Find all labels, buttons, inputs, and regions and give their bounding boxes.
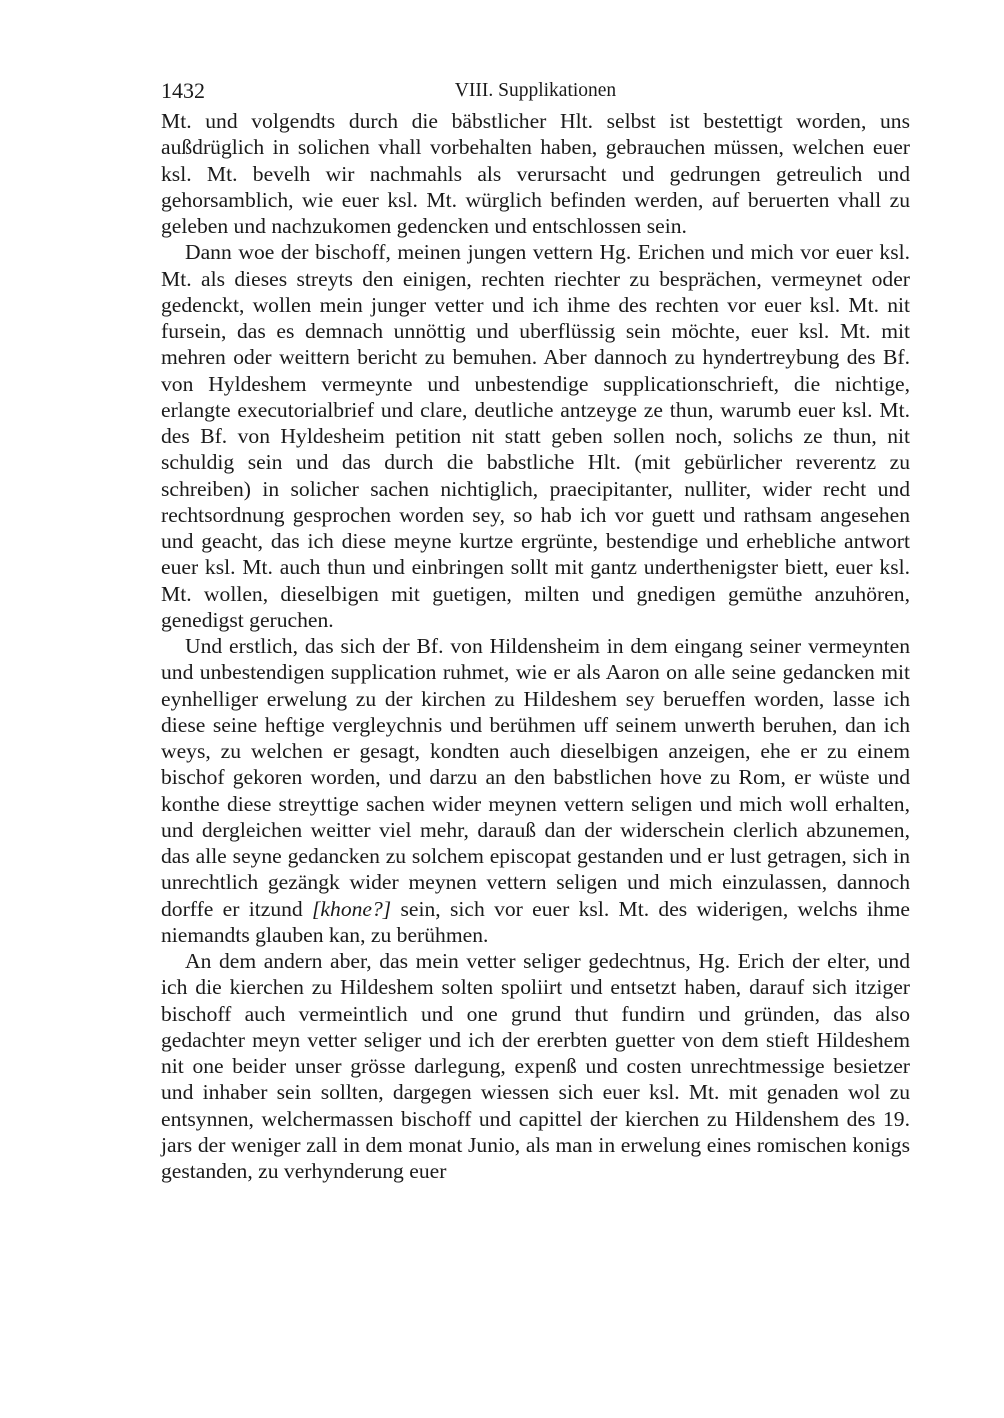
book-page xyxy=(161,78,910,1184)
text-run: Und erstlich, das sich der Bf. von Hildensheim in dem eingang seiner vermeynten und unbestendigen supplication ruhmet, wie er als Aaron on alle seine gedancken mit eynhelliger erwelung zu der kirchen zu Hildeshem sey berueffen worden, lasse ich diese seine heftige vergleychnis und berühmen uff seinem unwerth beruhen, dan ich weys, zu welchen er gesagt, kondten auch dieselbigen anzeigen, ehe er zu einem bischof gekoren worden, und darzu an den babstlichen hove zu Rom, er wüste und konthe diese streyttige sachen wider meynen vettern seligen und mich woll erhalten, und dergleichen weitter viel mehr, darauß dan der widerschein clerlich abzunemen, das alle seyne gedancken zu solchem episcopat gestanden und er lust getragen, sich in unrechtlich gezängk wider meynen vettern seligen und mich einzulassen, dannoch dorffe er itzund xyxy=(161,634,910,921)
paragraph-4 xyxy=(161,948,910,1184)
text-run: An dem andern aber, das mein vetter seliger gedechtnus, Hg. Erich der elter, und ich die kierchen zu Hildeshem solten spoliirt und entsetzt haben, darauf sich itziger bischoff auch vermeintlich und one grund thut fundirn und gründen, das also gedachter meyn vetter seliger und ich der ererbten guetter von dem stieft Hildeshem nit one beider unser grösse darlegung, expenß und costen unrechtmessige besietzer und inhaber sein sollten, dargegen wiessen sich euer ksl. Mt. mit genaden wol zu entsynnen, welchermassen bischoff und capittel der kierchen zu Hildenshem des 19. jars der weniger zall in dem monat Junio, als man in erwelung eines romischen konigs gestanden, zu verhynderung euer xyxy=(161,949,910,1183)
editorial-conjecture: [khone?] xyxy=(312,896,392,921)
text-run: Mt. und volgendts durch die bäbstlicher Hlt. selbst ist bestettigt worden, uns außdrüglich in solichen vhall vorbehalten haben, gebrauchen müssen, welchen euer ksl. Mt. bevelh wir nachmahls als verursacht und gedrungen getreulich und gehorsamblich, wie euer ksl. Mt. würglich befinden werden, auf beruerten vhall zu geleben und nachzukomen gedencken und entschlossen sein. xyxy=(161,109,910,238)
page-number: 1432 xyxy=(161,78,205,103)
paragraph-3 xyxy=(161,633,910,948)
body-text xyxy=(161,108,910,1184)
text-run: Dann woe der bischoff, meinen jungen vettern Hg. Erichen und mich vor euer ksl. Mt. als dieses streyts den einigen, rechten riechter zu besprächen, vermeynet oder gedenckt, wollen mein junger vetter und ich ihme des rechten vor euer ksl. Mt. nit fursein, das es demnach unnöttig und uberflüssig sein möchte, euer ksl. Mt. mit mehren oder weittern bericht zu bemuhen. Aber dannoch zu hyndertreybung des Bf. von Hyldeshem vermeynte und unbestendige supplicationschrieft, die nichtige, erlangte executorialbrief und clare, deutliche antzeyge ze thun, warumb euer ksl. Mt. des Bf. von Hyldesheim petition nit statt geben sollen noch, solichs ze thun, nit schuldig sein und das durch die babstliche Hlt. (mit gebürlicher reverentz zu schreiben) in solicher sachen nichtiglich, praecipitanter, nulliter, wider recht und rechtsordnung gesprochen worden sey, so hab ich vor guett und rathsam angesehen und geacht, das ich diese meyne kurtze ergrünte, bestendige und erhebliche antwort euer ksl. Mt. auch thun und einbringen sollt mit gantz underthenigster biett, euer ksl. Mt. wollen, dieselbigen mit guetigen, milten und gnedigen gemüthe anzuhören, genedigst geruchen. xyxy=(161,240,910,632)
running-head xyxy=(161,78,910,108)
section-title: VIII. Supplikationen xyxy=(454,80,617,101)
text-run: sein, sich vor euer ksl. Mt. des widerigen, welchs ihme niemandts glauben kan, zu berühmen. xyxy=(161,896,910,947)
paragraph-1 xyxy=(161,108,910,239)
paragraph-2 xyxy=(161,239,910,633)
